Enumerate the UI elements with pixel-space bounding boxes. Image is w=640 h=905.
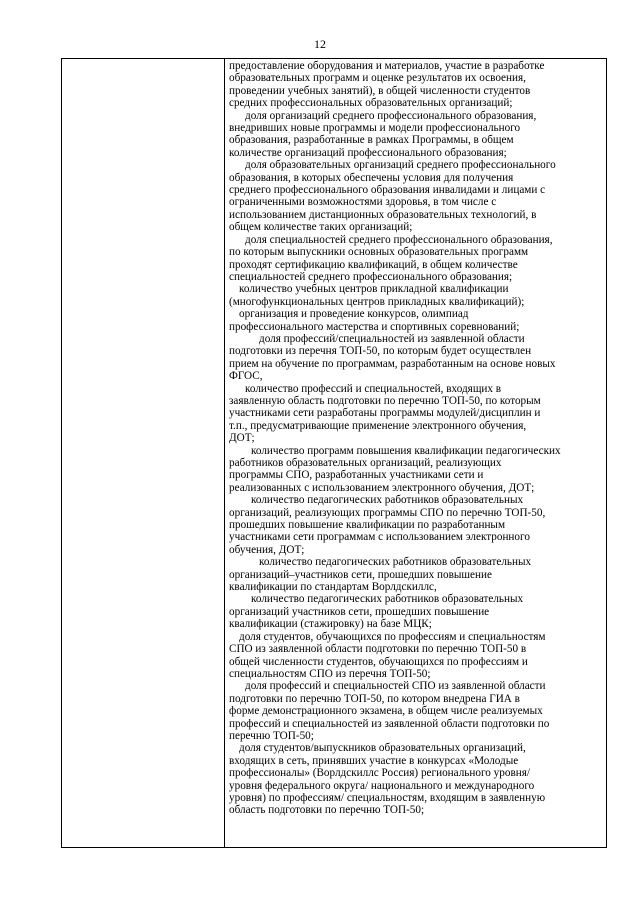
indicator-paragraph <box>229 445 602 495</box>
text-line: проведении учебных занятий), в общей численности студентов <box>229 84 531 97</box>
text-line: организаций–участников сети, прошедших повышение <box>229 568 492 581</box>
text-line: доля специальностей среднего профессионального образования, <box>245 233 553 246</box>
text-line: ДОТ; <box>229 432 255 445</box>
text-line: использованием дистанционных образовательных технологий, в <box>229 208 537 221</box>
text-line: образования, разработанные в рамках Программы, в общем <box>229 134 514 147</box>
indicator-paragraph <box>229 383 602 445</box>
text-line: ограниченными возможностями здоровья, в том числе с <box>229 196 497 209</box>
text-line: доля профессий/специальностей из заявленной области <box>259 332 525 345</box>
text-line: предоставление оборудования и материалов, участие в разработке <box>229 60 545 72</box>
text-line: специальностей среднего профессионального образования; <box>229 270 513 283</box>
text-line: доля образовательных организаций среднего профессионального <box>245 159 556 172</box>
indicator-paragraph <box>229 110 602 160</box>
text-line: образования, в которых обеспечены условия для получения <box>229 171 514 184</box>
indicator-paragraph <box>229 308 602 333</box>
text-line: т.п., предусматривающие применение электронного обучения, <box>229 419 527 432</box>
text-line: квалификации (стажировку) на базе МЦК; <box>229 618 432 631</box>
text-line: обучения, ДОТ; <box>229 543 305 556</box>
indicator-paragraph <box>229 234 602 284</box>
text-line: профессионального мастерства и спортивных соревнований; <box>229 320 520 333</box>
text-line: доля профессий и специальностей СПО из заявленной области <box>245 680 546 693</box>
indicator-paragraph <box>229 680 602 742</box>
text-line: ФГОС, <box>229 370 263 383</box>
text-line: количество педагогических работников образовательных <box>251 593 524 606</box>
text-line: прошедших повышение квалификации по разработанным <box>229 519 506 532</box>
text-line: количество учебных центров прикладной квалификации <box>239 283 509 296</box>
text-line: количество профессий и специальностей, входящих в <box>245 382 502 395</box>
indicator-paragraph <box>229 494 602 556</box>
text-line: профессионалы» (Ворлдскиллс Россия) регионального уровня/ <box>229 767 530 780</box>
text-line: образовательных программ и оценке результатов их освоения, <box>229 72 526 85</box>
text-line: подготовки из перечня ТОП-50, по которым будет осуществлен <box>229 345 532 358</box>
indicator-paragraph <box>229 60 602 110</box>
text-line: (многофункциональных центров прикладных квалификаций); <box>229 295 525 308</box>
text-line: СПО из заявленной области подготовки по перечню ТОП-50 в <box>229 643 527 656</box>
text-line: прием на обучение по программам, разработанным на основе новых <box>229 357 556 370</box>
indicator-paragraph <box>229 593 602 630</box>
text-line: программы СПО, разработанных участниками сети и <box>229 469 484 482</box>
text-line: организация и проведение конкурсов, олимпиад <box>239 308 469 321</box>
text-line: участниками сети разработаны программы модулей/дисциплин и <box>229 407 541 420</box>
text-line: реализованных с использованием электронного обучения, ДОТ; <box>229 481 535 494</box>
indicator-paragraph <box>229 556 602 593</box>
text-line: среднего профессионального образования инвалидами и лицами с <box>229 184 546 197</box>
text-line: общей численности студентов, обучающихся по профессиям и <box>229 655 528 668</box>
text-line: уровня федерального округа/ национального и международного <box>229 779 535 792</box>
text-line: организаций, реализующих программы СПО по перечню ТОП-50, <box>229 506 546 519</box>
table-left-column <box>62 59 225 847</box>
text-line: по которым выпускники основных образовательных программ <box>229 246 529 259</box>
indicator-paragraph <box>229 333 602 383</box>
text-line: доля студентов/выпускников образовательных организаций, <box>239 742 526 755</box>
text-line: количество педагогических работников образовательных <box>251 494 524 507</box>
text-line: количество педагогических работников образовательных <box>259 556 532 569</box>
text-line: доля организаций среднего профессионального образования, <box>245 109 537 122</box>
indicator-paragraph <box>229 742 602 816</box>
text-line: заявленную область подготовки по перечню ТОП-50, по которым <box>229 394 541 407</box>
text-line: доля студентов, обучающихся по профессиям и специальностям <box>239 630 546 643</box>
text-line: входящих в сеть, принявших участие в конкурсах «Молодые <box>229 754 519 767</box>
indicator-paragraph <box>229 283 602 308</box>
text-line: перечню ТОП-50; <box>229 729 314 742</box>
table-right-column <box>225 59 606 847</box>
page-number: 12 <box>314 37 326 51</box>
text-line: работников образовательных организаций, реализующих <box>229 457 502 469</box>
text-line: квалификации по стандартам Ворлдскиллс, <box>229 581 437 594</box>
text-line: участниками сети программам с использованием электронного <box>229 531 530 544</box>
text-line: подготовки по перечню ТОП-50, по котором внедрена ГИА в <box>229 692 520 705</box>
text-line: профессий и специальностей из заявленной области подготовки по <box>229 717 550 730</box>
text-line: внедривших новые программы и модели профессионального <box>229 122 521 135</box>
text-line: специальностям СПО из перечня ТОП-50; <box>229 667 431 680</box>
text-line: область подготовки по перечню ТОП-50; <box>229 804 425 817</box>
text-line: общем количестве таких организаций; <box>229 221 413 234</box>
text-line: количестве организаций профессионального образования; <box>229 146 507 159</box>
indicator-table <box>61 58 607 848</box>
indicator-paragraph <box>229 631 602 681</box>
indicator-paragraph <box>229 159 602 233</box>
text-line: количество программ повышения квалификации педагогических <box>251 444 561 457</box>
text-line: уровня) по профессиям/ специальностям, входящим в заявленную <box>229 791 546 804</box>
text-line: средних профессиональных образовательных организаций; <box>229 97 513 110</box>
text-line: форме демонстрационного экзамена, в общем числе реализуемых <box>229 705 543 718</box>
text-line: проходят сертификацию квалификаций, в общем количестве <box>229 258 518 271</box>
text-line: организаций участников сети, прошедших повышение <box>229 605 490 618</box>
